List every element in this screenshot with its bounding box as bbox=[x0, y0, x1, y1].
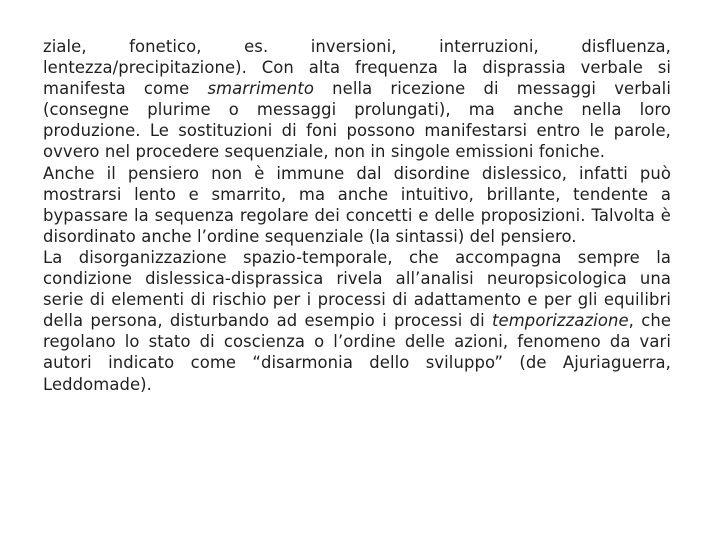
paragraph-1-part-1: ziale, fonetico, es. inversioni, interruzioni, disfluenza, lentezza/precipitazione). Con alta frequenza la disprassia verbale si manifesta come bbox=[43, 37, 671, 99]
paragraph-3 bbox=[43, 247, 671, 395]
paragraph-1-part-2: nella ricezione di messaggi verbali (consegne plurime o messaggi prolungati), ma anche nella loro produzione. Le sostituzioni di foni possono manifestarsi entro le parole, ovvero nel procedere sequenziale, non in singole emissioni foniche. bbox=[43, 79, 671, 162]
paragraph-3-part-1: La disorganizzazione spazio-temporale, che accompagna sempre la condizione dislessica-disprassica rivela all’analisi neuropsicologica una serie di elementi di rischio per i processi di adattamento e per gli equilibri della persona, disturbando ad esempio i processi di bbox=[43, 247, 671, 331]
paragraph-1 bbox=[43, 36, 671, 163]
paragraph-2 bbox=[43, 163, 671, 247]
paragraph-3-part-2: , che regolano lo stato di coscienza o l’ordine delle azioni, fenomeno da vari autori indicato come “disarmonia dello sviluppo” (de Ajuriaguerra, Leddomade). bbox=[43, 311, 672, 394]
body-text bbox=[43, 36, 671, 395]
paragraph-3-italic-term: temporizzazione bbox=[492, 311, 629, 331]
paragraph-1-italic-term: smarrimento bbox=[207, 79, 315, 99]
paragraph-2-text: Anche il pensiero non è immune dal disordine dislessico, infatti può mostrarsi lento e smarrito, ma anche intuitivo, brillante, tendente a bypassare la sequenza regolare dei concetti e delle proposizioni. Talvolta è disordinato anche l’ordine sequenziale (la sintassi) del pensiero. bbox=[43, 163, 671, 246]
